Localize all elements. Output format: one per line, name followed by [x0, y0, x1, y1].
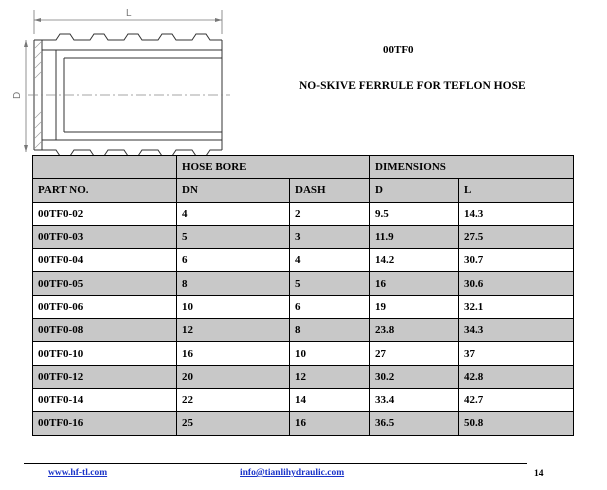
table-row — [33, 295, 574, 318]
table-row — [33, 202, 574, 225]
column-header-row — [33, 179, 574, 202]
cell-d: 16 — [370, 272, 459, 295]
product-title: NO-SKIVE FERRULE FOR TEFLON HOSE — [299, 80, 526, 92]
email-link[interactable]: info@tianlihydraulic.com — [240, 468, 345, 478]
cell-dn: 16 — [177, 342, 290, 365]
ferrule-drawing — [8, 4, 238, 156]
cell-l: 27.5 — [459, 225, 574, 248]
table-row — [33, 342, 574, 365]
table-row — [33, 365, 574, 388]
group-header-blank — [33, 156, 177, 179]
cell-d: 30.2 — [370, 365, 459, 388]
cell-l: 32.1 — [459, 295, 574, 318]
cell-l: 34.3 — [459, 319, 574, 342]
page-number: 14 — [534, 469, 544, 479]
cell-part-no: 00TF0-10 — [33, 342, 177, 365]
cell-dn: 20 — [177, 365, 290, 388]
table-row — [33, 319, 574, 342]
cell-dn: 25 — [177, 412, 290, 435]
cell-l: 42.7 — [459, 388, 574, 411]
column-header-dash: DASH — [290, 179, 370, 202]
cell-dn: 12 — [177, 319, 290, 342]
cell-dash: 3 — [290, 225, 370, 248]
cell-dash: 8 — [290, 319, 370, 342]
cell-d: 36.5 — [370, 412, 459, 435]
cell-dash: 2 — [290, 202, 370, 225]
specification-table — [32, 155, 574, 436]
cell-l: 42.8 — [459, 365, 574, 388]
cell-l: 50.8 — [459, 412, 574, 435]
cell-part-no: 00TF0-08 — [33, 319, 177, 342]
cell-d: 27 — [370, 342, 459, 365]
cell-dn: 6 — [177, 249, 290, 272]
cell-part-no: 00TF0-06 — [33, 295, 177, 318]
column-header-dn: DN — [177, 179, 290, 202]
cell-part-no: 00TF0-02 — [33, 202, 177, 225]
cell-part-no: 00TF0-16 — [33, 412, 177, 435]
cell-dash: 4 — [290, 249, 370, 272]
group-header-hose-bore: HOSE BORE — [177, 156, 370, 179]
cell-part-no: 00TF0-03 — [33, 225, 177, 248]
cell-l: 14.3 — [459, 202, 574, 225]
website-link[interactable]: www.hf-tl.com — [48, 468, 108, 478]
cell-dash: 10 — [290, 342, 370, 365]
cell-dn: 10 — [177, 295, 290, 318]
cell-dn: 4 — [177, 202, 290, 225]
cell-l: 30.6 — [459, 272, 574, 295]
group-header-dimensions: DIMENSIONS — [370, 156, 574, 179]
cell-l: 30.7 — [459, 249, 574, 272]
cell-dash: 16 — [290, 412, 370, 435]
cell-part-no: 00TF0-14 — [33, 388, 177, 411]
cell-dn: 8 — [177, 272, 290, 295]
product-code: 00TF0 — [383, 44, 414, 56]
cell-dash: 14 — [290, 388, 370, 411]
table-row — [33, 388, 574, 411]
cell-l: 37 — [459, 342, 574, 365]
cell-dash: 12 — [290, 365, 370, 388]
table-row — [33, 412, 574, 435]
column-header-l: L — [459, 179, 574, 202]
table-row — [33, 249, 574, 272]
column-header-d: D — [370, 179, 459, 202]
cell-d: 33.4 — [370, 388, 459, 411]
table-row — [33, 225, 574, 248]
group-header-row — [33, 156, 574, 179]
length-dimension-label: L — [126, 8, 132, 19]
diameter-dimension-label: D — [12, 91, 23, 99]
footer-divider — [24, 463, 527, 464]
cell-d: 9.5 — [370, 202, 459, 225]
cell-part-no: 00TF0-05 — [33, 272, 177, 295]
table-row — [33, 272, 574, 295]
cell-dn: 22 — [177, 388, 290, 411]
cell-dash: 5 — [290, 272, 370, 295]
cell-dash: 6 — [290, 295, 370, 318]
cell-d: 19 — [370, 295, 459, 318]
cell-d: 23.8 — [370, 319, 459, 342]
column-header-part-no: PART NO. — [33, 179, 177, 202]
cell-part-no: 00TF0-12 — [33, 365, 177, 388]
cell-d: 14.2 — [370, 249, 459, 272]
cell-d: 11.9 — [370, 225, 459, 248]
cell-part-no: 00TF0-04 — [33, 249, 177, 272]
cell-dn: 5 — [177, 225, 290, 248]
